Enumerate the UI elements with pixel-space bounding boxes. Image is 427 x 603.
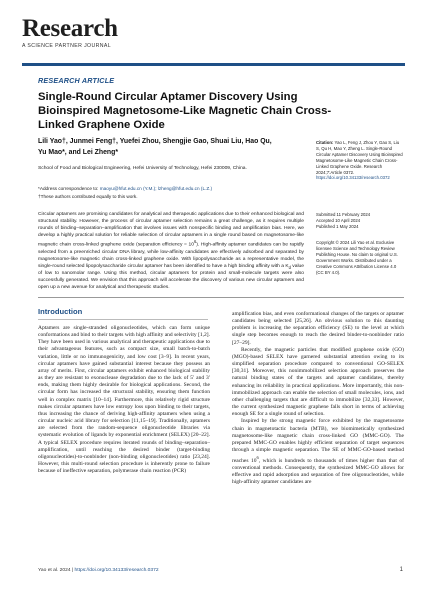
intro-paragraph-continued: amplification bias, and even conformational changes of the targets or aptamer candidates being selected [25,26]. An obvious solution to this daunting problem is increasing the separation efficiency (SE) to the level at which single step becomes enough to reach the desired binder-to-nonbinder ratio [27–29].	[232, 311, 404, 346]
date-accepted: Accepted 10 April 2024	[316, 217, 361, 223]
article-type: RESEARCH ARTICLE	[38, 76, 115, 85]
abstract-text-1: Circular aptamers are promising candidates for analytical and therapeutic applications due to their enhanced biological and structural stability. However, the process of circular aptamer selection remains a great challenge, as it requires multiple rounds of binding–separation–amplification that involves issues with nonspecific binding and amplification bias. Here, we develop a highly practical solution for reliable selection of circular aptamers in a single round based on magnetosome-like magnetic chain cross-linked graphene oxide (separation efficiency = 10	[38, 212, 304, 248]
section-divider	[38, 297, 404, 298]
abstract	[38, 212, 304, 292]
sidebar-copyright: Copyright © 2024 Lili Yao et al. Exclusive licensee Science and Technology Review Publishing House. No claim to original U.S. Government Works. Distributed under a Creative Commons Attribution License 4.0 (CC BY 4.0).	[316, 240, 398, 275]
intro-paragraph-3	[232, 418, 404, 486]
authors-line-2: Yu Mao*, and Lei Zheng*	[38, 148, 119, 156]
citation-doi-link[interactable]: https://doi.org/10.34133/research.0372	[316, 175, 390, 181]
intro-p3-text-2: , which is hundreds to thousands of times higher than that of conventional methods. Consequently, the synthesized MMC-GO allows for effective and rapid adsorption and separation of free oligonucleotides, while high-affinity aptamer candidates are	[232, 457, 404, 486]
introduction-rule	[38, 319, 208, 320]
journal-brand	[22, 16, 118, 49]
citation-label: Citation:	[316, 140, 334, 145]
body-column-right	[232, 311, 404, 487]
abstract-sup: 6	[193, 239, 197, 245]
correspondence-block	[38, 185, 212, 200]
introduction-heading: Introduction	[38, 307, 83, 316]
citation-text: Yao L, Feng J, Zhou Y, Gao S, Liu S, Qu H, Mao Y, Zheng L. Single-Round Circular Aptamer Discovery Using Bioinspired Magnetosome-Like Magnetic Chain Cross-Linked Graphene Oxide. Research 2024;7:Article 0372.	[316, 140, 403, 175]
sidebar-dates	[316, 212, 404, 230]
journal-subtitle: A SCIENCE PARTNER JOURNAL	[22, 43, 112, 49]
date-published: Published 1 May 2024	[316, 223, 359, 229]
authors-line-1: Lili Yao†, Junmei Feng†, Yuefei Zhou, Shengjie Gao, Shuai Liu, Hao Qu,	[38, 138, 272, 145]
intro-paragraph-1: Aptamers are single-stranded oligonucleotides, which can form unique conformations and bind to their targets with high affinity and selectivity [1,2]. They have been used in various analytical and therapeutic applications due to their advantageous features, such as compact size, small batch-to-batch variation, little or no immunogenicity, and low cost [3–9]. In recent years, circular aptamers have gained substantial interest because they possess an array of merits. First, circular aptamers exhibit enhanced biological stability as they are resistant to exonuclease degradation due to the lack of 5′ and 3′ ends, making them highly desirable for biological applications. Second, the circular form has increased the structural stability, ensuring them function well in complex matrix [10–14]. Furthermore, this relatively rigid structure makes circular aptamers have low entropy loss upon binding to their targets, thus increasing the chance of deriving high-affinity aptamers when using a circular nucleic acid library for selection [11,15–19]. Traditionally, aptamers are selected from the random-sequence oligonucleotide libraries via systematic evolution of ligands by exponential enrichment (SELEX) [20–22]. A typical SELEX procedure requires iterated rounds of binding–separation–amplification, until reaching the desired binder (target-binding oligonucleotides)-to-nonbinder (non-binding oligonucleotides) ratio [23,24]. However, this multi-round selection procedure is inherently prone to failure because of ineffective separation, polymerase chain reaction (PCR)	[38, 325, 210, 475]
footer-citation	[38, 568, 159, 573]
footer-doi-link[interactable]: https://doi.org/10.34133/research.0372	[74, 568, 159, 573]
abstract-text-2: ). High-affinity aptamer candidates can be rapidly selected from a preenriched circular DNA library, while low-affinity candidates are effectively adsorbed and separated by magnetosome-like magnetic chain cross-linked graphene oxide. With lipopolysaccharide as a representative model, the single-round selected lipopolysaccharide circular aptamer has been identified to have a high binding affinity with a K	[38, 243, 305, 269]
footer-citation-prefix: Yao et al. 2024 |	[38, 568, 75, 573]
affiliation: School of Food and Biological Engineering, Hefei University of Technology, Hefei 230009, China.	[38, 166, 247, 171]
correspondence-prefix: *Address correspondence to:	[38, 186, 100, 191]
date-submitted: Submitted 11 February 2024	[316, 212, 371, 217]
equal-contribution-note: †These authors contributed equally to this work.	[38, 193, 138, 199]
body-column-left	[38, 325, 210, 475]
header-rule	[22, 63, 405, 66]
intro-p3-text-1: Inspired by the strong magnetic force exhibited by the magnetosome chain in magnetotactic bacteria (MTB), we biomimetically synthesized magnetosome-like magnetic chain cross-linked GO (MMC-GO). The prepared MMC-GO enables highly efficient separation of target sequences through a simple magnetic separation. The SE of MMC-GO-based method reaches 10	[232, 418, 404, 464]
page-number: 1	[399, 567, 403, 573]
correspondence-line	[38, 185, 212, 193]
abstract-text-3: value of low to nanomolar range. Using this method, circular aptamers for protein and small-molecule targets were also successfully generated. We envision that this approach will accelerate the discovery of various new circular aptamers and open up a new avenue for analytical and therapeutic studies.	[38, 263, 304, 291]
journal-name: Research	[22, 15, 118, 42]
intro-p3-sup: 6	[256, 455, 259, 461]
abstract-sub: d	[288, 264, 291, 270]
sidebar-citation	[316, 140, 404, 181]
intro-paragraph-2: Recently, the magnetic particles that modified graphene oxide (GO) (MGO)-based SELEX have garnered substantial attention owing to its simplified separation procedure compared to conventional GO-SELEX [30,31]. Moreover, this nonimmobilized selection approach preserves the natural binding states of the targets and aptamer candidates, thereby enhancing its reliability in practical applications. More importantly, this non-immobilized approach can enable the selection of small molecules, ions, and other challenging targets that are difficult to immobilize [32,33]. However, the current synthesized magnetic graphene falls short in terms of achieving enough SE for a single round of selection.	[232, 346, 404, 418]
correspondence-emails[interactable]: maoyu@hfut.edu.cn (Y.M.); lzheng@hfut.edu.cn (L.Z.)	[99, 186, 213, 191]
article-title: Single-Round Circular Aptamer Discovery Using Bioinspired Magnetosome-Like Magnetic Chain Cross-Linked Graphene Oxide	[38, 91, 332, 132]
author-list	[38, 137, 308, 158]
